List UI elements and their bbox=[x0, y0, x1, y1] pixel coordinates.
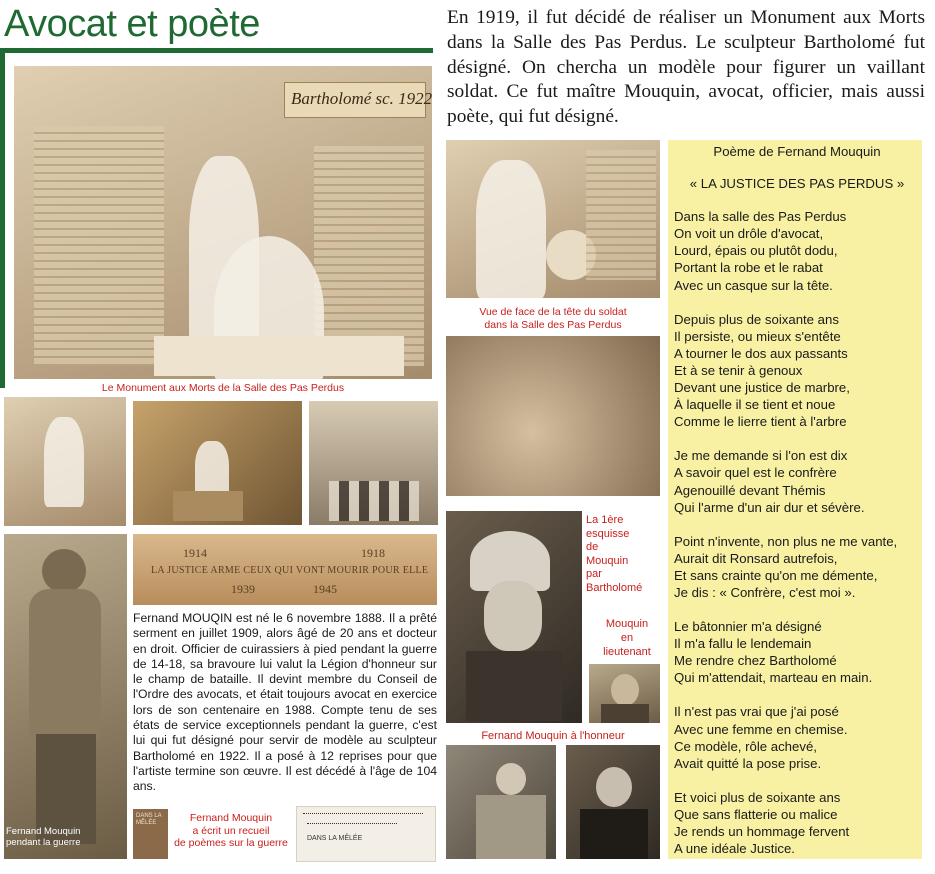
poem-line: Aurait dit Ronsard autrefois, bbox=[674, 550, 838, 566]
poem-stanza bbox=[674, 618, 920, 686]
esquisse-caption-line5: Bartholomé bbox=[586, 581, 643, 594]
book-caption bbox=[169, 812, 293, 850]
poem-line: Il n'est pas vrai que j'ai posé bbox=[674, 704, 839, 720]
poem-line: Le bâtonnier m'a désigné bbox=[674, 619, 822, 635]
poem-line: Qui m'attendait, marteau en main. bbox=[674, 670, 873, 686]
esquisse-caption bbox=[586, 514, 643, 595]
soldier-head-side-photo bbox=[446, 140, 660, 298]
poem-stanzas bbox=[674, 208, 920, 857]
poem-line: Agenouillé devant Thémis bbox=[674, 482, 826, 498]
lieutenant-photo bbox=[589, 664, 660, 723]
poem-line: Avait quitté la pose prise. bbox=[674, 755, 822, 771]
esquisse-photo bbox=[446, 511, 582, 723]
inscription-motto: LA JUSTICE ARME CEUX QUI VONT MOURIR POUR ELLE bbox=[151, 565, 429, 576]
title-side-rule bbox=[0, 48, 5, 388]
esquisse-caption-line2: esquisse bbox=[586, 527, 630, 540]
poem-line: Qui l'arme d'un air dur et sévère. bbox=[674, 499, 865, 515]
poem-line: Me rendre chez Bartholomé bbox=[674, 653, 837, 669]
poem-line: Avec un casque sur la tête. bbox=[674, 277, 833, 293]
esquisse-caption-line1: La 1ère bbox=[586, 514, 624, 526]
poem-line: Comme le lierre tient à l'arbre bbox=[674, 414, 847, 430]
dedication-title: DANS LA MÊLÉE bbox=[307, 835, 363, 842]
lieutenant-caption-line2: en bbox=[620, 632, 634, 644]
portrait-caption-line1: Fernand Mouquin bbox=[6, 826, 81, 837]
poem-line: Je rends un hommage fervent bbox=[674, 824, 850, 839]
book-caption-line3: de poèmes sur la guerre bbox=[174, 837, 288, 849]
poem-line: Il m'a fallu le lendemain bbox=[674, 636, 812, 652]
poem bbox=[674, 143, 920, 874]
honneur-caption: Fernand Mouquin à l'honneur bbox=[481, 730, 625, 742]
monument-caption: Le Monument aux Morts de la Salle des Pas Perdus bbox=[101, 382, 345, 394]
poem-line: A savoir quel est le confrère bbox=[674, 465, 837, 481]
esquisse-caption-line4: par bbox=[586, 568, 602, 580]
hall-photo bbox=[133, 401, 302, 525]
book-cover bbox=[133, 809, 168, 859]
book-cover-line1: DANS LA bbox=[136, 813, 162, 819]
poem-line: A une idéale Justice. bbox=[674, 841, 795, 857]
head-front-caption-line1: Vue de face de la tête du soldat bbox=[479, 306, 627, 318]
book-cover-line2: MÊLÉE bbox=[136, 820, 157, 826]
intro-paragraph: En 1919, il fut décidé de réaliser un Monument aux Morts dans la Salle des Pas Perdus. Le sculpteur Bartholomé fut désigné. On chercha un modèle pour figurer un vaillant soldat. Ce fut maître Mouquin, avocat, officier, mais aussi poète, qui fut désigné. bbox=[447, 7, 925, 128]
poem-line: Et sans crainte qu'on me démente, bbox=[674, 567, 878, 583]
honneur-photo-right bbox=[566, 745, 660, 859]
portrait-photo bbox=[4, 534, 127, 859]
poem-stanza bbox=[674, 447, 920, 515]
poem-line: Que sans flatterie ou malice bbox=[674, 806, 838, 822]
poem-stanza bbox=[674, 789, 920, 857]
lieutenant-caption-line3: lieutenant bbox=[603, 646, 651, 658]
monument-photo bbox=[14, 66, 432, 379]
poem-line: Il persiste, ou mieux s'entête bbox=[674, 328, 841, 344]
monument-side-photo bbox=[4, 397, 126, 526]
poem-line: Je me demande si l'on est dix bbox=[674, 448, 848, 464]
title-rule bbox=[0, 48, 433, 53]
poem-line: Et voici plus de soixante ans bbox=[674, 789, 841, 805]
poem-line: Point n'invente, non plus ne me vante, bbox=[674, 533, 898, 549]
poem-line: Devant une justice de marbre, bbox=[674, 380, 850, 396]
poem-title: « LA JUSTICE DES PAS PERDUS » bbox=[689, 176, 905, 192]
poem-line: Je dis : « Confrère, c'est moi ». bbox=[674, 584, 856, 600]
gallery-photo bbox=[309, 401, 438, 525]
poem-line: Depuis plus de soixante ans bbox=[674, 311, 839, 327]
poem-line: Lourd, épais ou plutôt dodu, bbox=[674, 243, 838, 259]
poem-line: À laquelle il se tient et noue bbox=[674, 397, 836, 413]
dedication-image bbox=[296, 806, 436, 862]
esquisse-caption-line3: de Mouquin bbox=[586, 541, 629, 567]
poem-line: Avec une femme en chemise. bbox=[674, 721, 848, 737]
poem-line: Et à se tenir à genoux bbox=[674, 362, 803, 378]
inscription-year-left: 1914 bbox=[183, 546, 207, 560]
poem-stanza bbox=[674, 533, 920, 601]
biography-text: Fernand MOUQIN est né le 6 novembre 1888. Il a prêté serment en juillet 1909, alors âgé de 20 ans et docteur en droit. Officier de cuirassiers à pied pendant la guerre de 14-18, sa bravoure lui valut la Légion d'honneur sur le champ de bataille. Il devint membre du Conseil de l'Ordre des avocats, et était toujours avocat en exercice lors de son centenaire en 1988. Compte tenu de ses états de service exceptionnels pendant la guerre, c'est lui qui fut désigné pour servir de modèle au sculpteur Bartholomé en 1922. Il a posé à 12 reprises pour que l'artiste termine son œuvre. Il est décédé à l'âge de 104 ans. bbox=[133, 611, 437, 794]
poem-author: Poème de Fernand Mouquin bbox=[713, 144, 881, 159]
page-title: Avocat et poète bbox=[4, 3, 260, 45]
book-caption-line1: Fernand Mouquin bbox=[189, 812, 273, 824]
inscription-year-right-2: 1945 bbox=[313, 582, 337, 596]
sculptor-signature: Bartholomé sc. 1922 bbox=[291, 89, 432, 108]
poem-line: A tourner le dos aux passants bbox=[674, 345, 848, 361]
book-caption-line2: a écrit un recueil bbox=[192, 824, 270, 837]
poem-line: Dans la salle des Pas Perdus bbox=[674, 209, 847, 225]
lieutenant-caption bbox=[592, 617, 662, 659]
soldier-face-photo bbox=[446, 336, 660, 496]
portrait-caption-line2: pendant la guerre bbox=[6, 837, 81, 848]
head-front-caption-line2: dans la Salle des Pas Perdus bbox=[484, 319, 622, 331]
lieutenant-caption-line1: Mouquin bbox=[605, 618, 649, 630]
head-front-caption bbox=[446, 306, 660, 332]
inscription-year-right: 1918 bbox=[361, 546, 385, 560]
poem-stanza bbox=[674, 703, 920, 771]
poem-stanza bbox=[674, 208, 920, 293]
poem-stanza bbox=[674, 311, 920, 431]
honneur-photo-left bbox=[446, 745, 556, 859]
poem-line: On voit un drôle d'avocat, bbox=[674, 226, 824, 242]
poem-line: Ce modèle, rôle achevé, bbox=[674, 738, 817, 754]
inscription-plaque bbox=[133, 534, 437, 605]
inscription-year-left-2: 1939 bbox=[231, 582, 255, 596]
poem-line: Portant la robe et le rabat bbox=[674, 260, 823, 276]
